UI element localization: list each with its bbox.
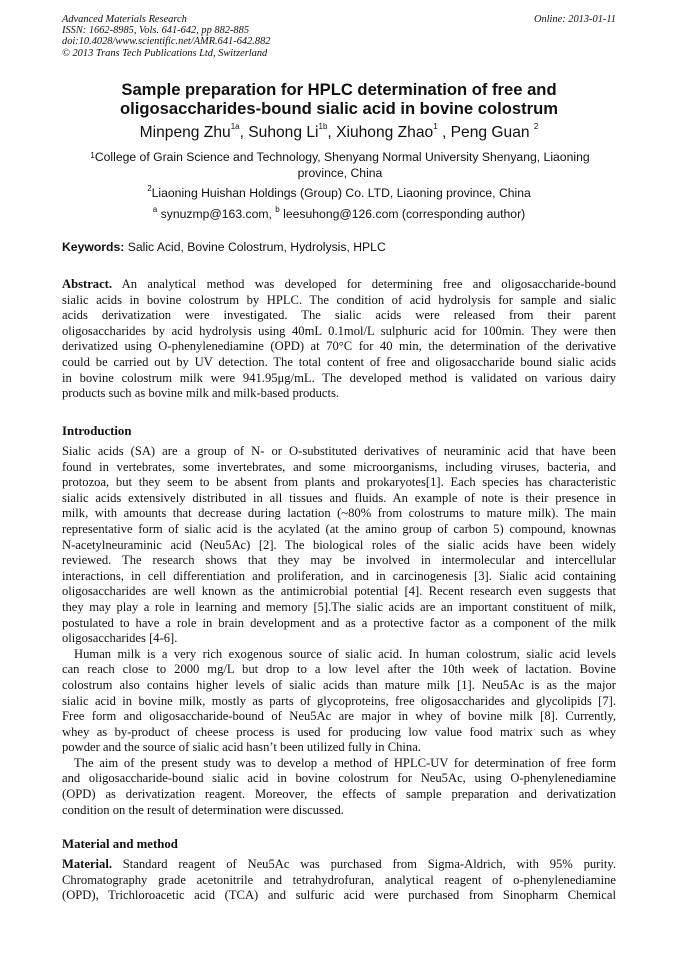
text-line: can reach close to 2000 mg/L but drop to a low level after the 10th week of lactation. Bovine xyxy=(62,662,616,677)
affiliation-marker: 1 xyxy=(90,151,95,160)
author-list xyxy=(0,124,678,142)
author-separator: , xyxy=(327,124,337,141)
keywords-label: Keywords: xyxy=(62,240,125,254)
issn: ISSN: 1662-8985, Vols. 641-642, pp 882-885 xyxy=(62,25,250,37)
text-line: condition on the result of determination were discussed. xyxy=(62,802,344,817)
text-line: postulated to have a role in brain development and as a protective factor as a component of the milk xyxy=(62,615,616,630)
author-affiliation-marker: 1 xyxy=(433,122,438,131)
author-affiliation-marker: 2 xyxy=(533,122,539,131)
introduction-body xyxy=(62,444,616,818)
text-line: milk, with amounts that decrease during lactation (~80% from colostrums to mature milk). The main xyxy=(62,506,616,521)
keywords xyxy=(62,240,386,254)
author-separator: , xyxy=(239,124,249,141)
text-line: in bovine colostrum milk were 941.95μg/mL. The developed method is validated on various dairy xyxy=(62,370,616,385)
text-line: products such as bovine milk and milk-based products. xyxy=(62,386,340,401)
text-line: powder and the source of sialic acid hasn’t been utilized fully in China. xyxy=(62,740,421,755)
paragraph-label: Abstract. xyxy=(62,277,113,291)
text-line: reviewed. The research shows that they may be involved in intermolecular and intercellular xyxy=(62,553,616,568)
keywords-text: Salic Acid, Bovine Colostrum, Hydrolysis, HPLC xyxy=(124,240,386,254)
section-heading-introduction: Introduction xyxy=(62,424,132,438)
text-line xyxy=(62,277,616,293)
author-separator: , xyxy=(437,124,451,141)
methods-body xyxy=(62,857,616,904)
text-line: oligosaccharides [4-6]. xyxy=(62,631,178,646)
author-affiliation-marker: 1b xyxy=(318,122,328,131)
affiliation-1 xyxy=(70,150,610,181)
text-line: whey as by-product of cheese process is used for producing low value food matrix such as whey xyxy=(62,724,616,739)
email-marker: b xyxy=(275,205,280,214)
paragraph xyxy=(62,444,616,647)
line-text: An analytical method was developed for determining free and oligosaccharide-bound xyxy=(112,277,616,291)
affiliation-text: Liaoning Huishan Holdings (Group) Co. LTD, Liaoning province, China xyxy=(151,186,531,200)
text-line: and oligosaccharide-bound sialic acid in bovine colostrum for Neu5Ac, using O-phenylenediamine xyxy=(62,771,616,786)
text-line: N-acetylneuraminic acid (Neu5Ac) [2]. The biological roles of the sialic acids have been widely xyxy=(62,537,616,552)
text-line: oligosaccharides by acid hydrolysis using 40mL 0.1mol/L sulphuric acid for 100min. They were then xyxy=(62,323,616,338)
paragraph-label: Material. xyxy=(62,857,112,871)
affiliation-text: College of Grain Science and Technology, Shenyang Normal University Shenyang, Liaoning xyxy=(94,150,590,164)
text-line: The aim of the present study was to develop a method of HPLC-UV for determination of free form xyxy=(74,755,616,770)
text-line: Sialic acids (SA) are a group of N- or O-substituted derivatives of neuraminic acid that have been xyxy=(62,444,616,458)
title-line: Sample preparation for HPLC determination of free and xyxy=(121,80,557,99)
text-line: derivatized using O-phenylenediamine (OPD) at 70°C for 40 min, the determination of the derivative xyxy=(62,339,616,354)
text-line: sialic acid in bovine milk, mostly as parts of glycoproteins, free oligosaccharides and glycolipids [7]. xyxy=(62,693,616,708)
journal-info xyxy=(62,14,270,59)
text-line: oligosaccharides are well known as the antimicrobial potential [4]. Recent research even suggests that xyxy=(62,584,616,599)
affiliation-text: province, China xyxy=(297,165,383,180)
text-line: they may play a role in learning and memory [5].The sialic acids are an important constituent of milk, xyxy=(62,599,616,614)
paper-title xyxy=(0,80,678,118)
paragraph xyxy=(62,647,616,756)
line-text: Standard reagent of Neu5Ac was purchased from Sigma-Aldrich, with 95% purity. xyxy=(112,857,616,871)
author-affiliation-marker: 1a xyxy=(230,122,240,131)
section-heading-methods: Material and method xyxy=(62,837,178,851)
text-line: (OPD) as derivatization reagent. Moreover, the effects of sample preparation and derivatization xyxy=(62,787,616,802)
email-link[interactable]: leesuhong@126.com (corresponding author) xyxy=(279,207,526,221)
affiliation-2 xyxy=(0,186,678,200)
text-line: sialic acids extensively distributed in all tissues and fluids. An example of note is their presence in xyxy=(62,490,616,505)
abstract xyxy=(62,277,616,402)
text-line: colostrum also contains higher levels of sialic acids than mature milk [1]. Neu5Ac is as the major xyxy=(62,677,616,692)
author-name: Peng Guan xyxy=(450,124,534,141)
text-line: could be carried out by UV detection. The total content of free and oligosaccharide bound sialic acids xyxy=(62,354,616,369)
title-line: oligosaccharides-bound sialic acid in bovine colostrum xyxy=(120,99,558,118)
email-link[interactable]: synuzmp@163.com, xyxy=(157,207,276,221)
text-line: Chromatography grade acetonitrile and tetrahydrofuran, analytical reagent of o-phenylenediamine xyxy=(62,872,616,887)
text-line: protozoa, but they seem to be absent from plants and prokaryotes[1]. Each species has characteristic xyxy=(62,475,616,490)
text-line: representative form of sialic acid is the acylated (at the amino group of carbon 5) compound, knownas xyxy=(62,521,616,536)
text-line: sialic acids in bovine colostrum by HPLC. The condition of acid hydrolysis for sample and sialic xyxy=(62,292,616,307)
affiliation-marker: 2 xyxy=(147,184,152,193)
email-marker: a xyxy=(152,205,158,214)
text-line: acids derivatization were investigated. The sialic acids were released from their parent xyxy=(62,308,616,323)
text-line: found in vertebrates, some invertebrates, and some microorganisms, including viruses, bacteria, and xyxy=(62,459,616,474)
text-line: Free form and oligosaccharide-bound of Neu5Ac are major in whey of bovine milk [8]. Currently, xyxy=(62,709,616,724)
text-line: interactions, in cell differentiation and proliferation, and in carcinogenesis [3]. Sialic acid containing xyxy=(62,568,616,583)
text-line: (OPD), Trichloroacetic acid (TCA) and sulfuric acid were purchased from Sinopharm Chemical xyxy=(62,888,616,903)
text-line: Human milk is a very rich exogenous source of sialic acid. In human colostrum, sialic acid levels xyxy=(74,646,616,661)
paragraph xyxy=(62,756,616,818)
author-emails xyxy=(0,207,678,221)
author-name: Minpeng Zhu xyxy=(139,124,231,141)
online-date: Online: 2013-01-11 xyxy=(533,14,616,25)
copyright: © 2013 Trans Tech Publications Ltd, Switzerland xyxy=(62,47,268,59)
journal-name: Advanced Materials Research xyxy=(62,14,187,25)
author-name: Xiuhong Zhao xyxy=(336,124,434,141)
doi: doi:10.4028/www.scientific.net/AMR.641-642.882 xyxy=(62,36,271,48)
text-line xyxy=(62,857,616,873)
author-name: Suhong Li xyxy=(248,124,319,141)
